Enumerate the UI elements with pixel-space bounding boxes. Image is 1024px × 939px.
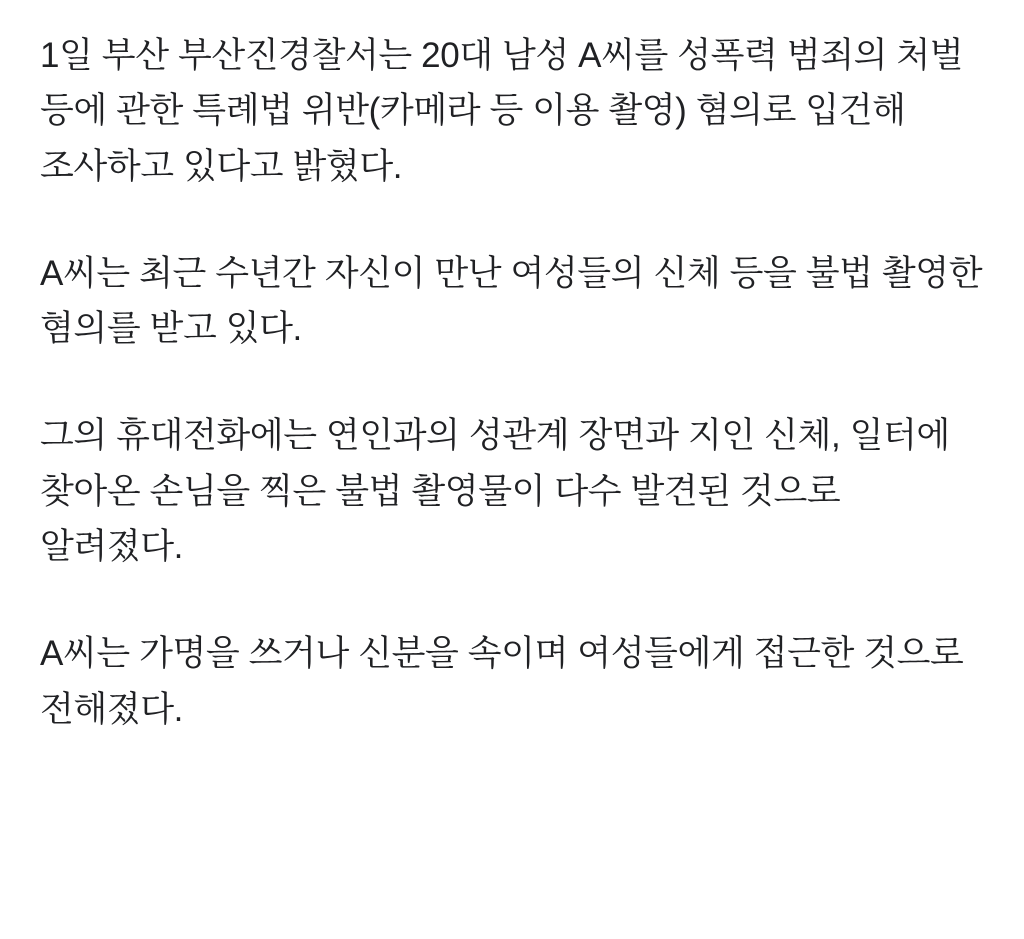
article-paragraph-4: A씨는 가명을 쓰거나 신분을 속이며 여성들에게 접근한 것으로 전해졌다. [40,634,973,729]
article-paragraph-2: A씨는 최근 수년간 자신이 만난 여성들의 신체 등을 불법 촬영한 혐의를 받고 있다. [40,253,992,349]
article-paragraph-3: 그의 휴대전화에는 연인과의 성관계 장면과 지인 신체, 일터에 찾아온 손님을 찍은 불법 촬영물이 다수 발견된 것으로 알려졌다. [40,416,960,567]
article-paragraph-1: 1일 부산 부산진경찰서는 20대 남성 A씨를 성폭력 범죄의 처벌 등에 관한 특례법 위반(카메라 등 이용 촬영) 혐의로 입건해 조사하고 있다고 밝혔다. [40,36,973,186]
